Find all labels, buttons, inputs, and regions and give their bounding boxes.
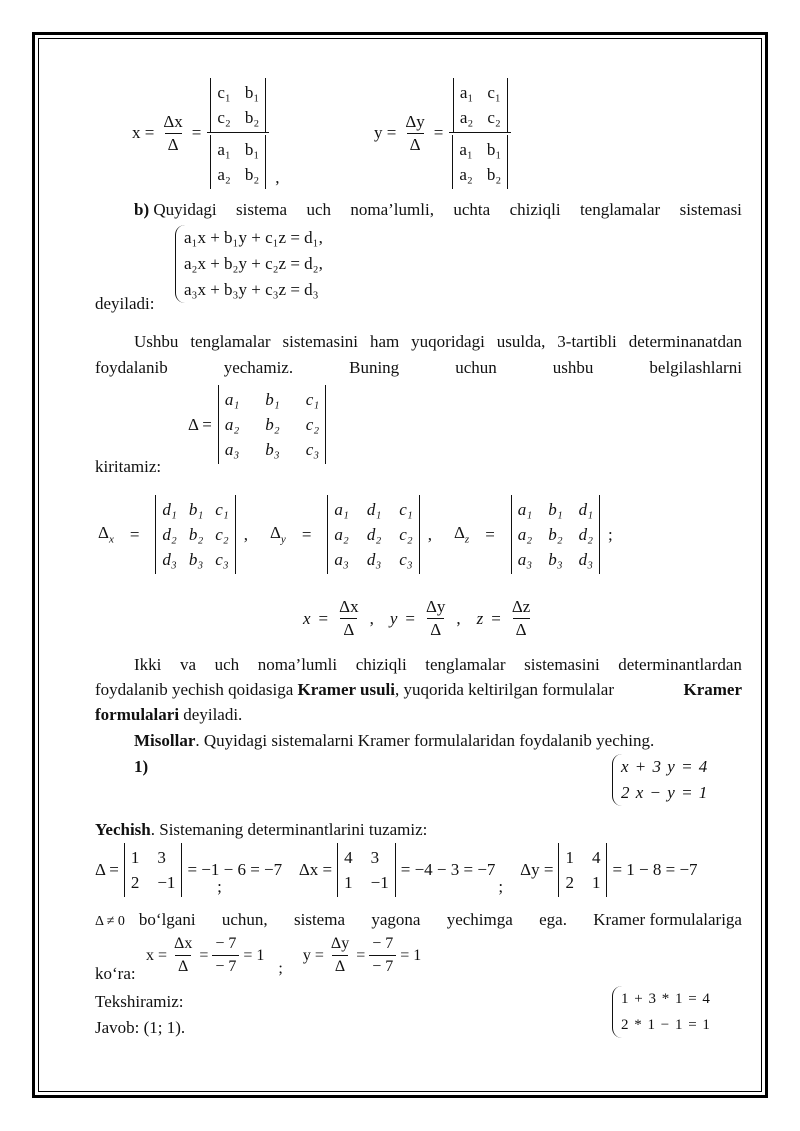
matrix-cell: b₁ [265,390,280,409]
determinant [337,843,396,897]
matrix-cell: d₁ [578,500,594,519]
matrix-cell: a₃ [517,550,533,569]
word: belgilashlarni [649,358,742,377]
word: chiziqli [355,655,407,674]
matrix-cell: c₂ [215,525,229,544]
system-equation: 2 * 1 − 1 = 1 [621,1017,711,1033]
word: noma’lumli [257,655,338,674]
word: Ikki [134,655,162,674]
example-1-number: 1) [134,757,149,776]
formula-y-2x2 [374,78,511,188]
system-equation: 2 x − y = 1 [621,783,709,802]
matrix-cell: b₂ [244,107,260,127]
matrix-cell: d₃ [162,550,177,569]
system-3x3 [175,225,323,303]
kiritamiz-text: kiritamiz: [95,457,162,476]
matrix-cell: 1 [344,873,353,892]
word: bo‘lgani [138,910,196,929]
equals: = [405,608,415,628]
answer-text: Javob: (1; 1). [95,1018,186,1037]
formula-y-lhs: y = [374,123,397,142]
matrix-cell: b₁ [486,139,502,159]
matrix-cell: c₂ [305,415,320,434]
matrix-cell: a₂ [334,525,349,544]
semicolon: ; [217,877,222,896]
delta-y-lhs: Δy = [520,860,554,879]
word: va [179,655,197,674]
denominator: Δ [513,618,530,641]
equals: = [356,946,366,964]
determinant [558,843,607,897]
deyiladi-text: deyiladi: [95,294,155,313]
solution-label: Yechish [95,820,151,839]
determinant [124,843,183,897]
determinant [511,495,600,574]
delta-rhs: = −1 − 6 = −7 [187,860,283,879]
formula-y-delta-frac [402,111,427,156]
system-equation: a₃x + b₃y + c₃z = d₃ [184,280,319,299]
numerator: Δz [511,597,531,616]
word: sistema [236,200,288,219]
semicolon: ; [278,960,283,977]
formula-x-denominator: Δ [165,133,182,156]
word: Buning [349,358,400,377]
matrix-cell: c₂ [399,525,413,544]
matrix-cell: 3 [157,848,166,867]
matrix-cell: b₁ [548,500,563,519]
matrix-cell: c₁ [487,82,501,102]
matrix-cell: a₂ [517,525,533,544]
word: Kramer formulalariga [593,910,742,929]
determinant [210,135,266,189]
matrix-cell: 1 [591,873,601,892]
system-equation: x + 3 y = 4 [621,757,709,776]
word: uch [214,655,240,674]
determinant [210,78,266,132]
matrix-cell: 1 [565,848,574,867]
item-label-b: b) [134,200,150,219]
comma: , [456,608,461,628]
matrix-cell: 4 [591,848,601,867]
word: tenglamalar [579,200,661,219]
check-system [612,986,711,1038]
matrix-cell: c₂ [217,107,231,127]
x-frac-values [212,933,239,978]
term-kramer: Kramer [683,680,742,699]
examples-heading [134,731,654,751]
word: sistemasi [679,200,742,219]
formula-x-2x2 [132,78,280,188]
word: noma’lumli, [350,200,434,219]
paragraph-b-line1 [134,200,742,220]
delta-x-lhs: Δx = [298,860,333,879]
formula-x-eq: = [191,123,202,142]
y-frac [328,933,352,978]
term-formulalari: formulalari [95,705,180,724]
formula-y-denominator: Δ [407,133,424,156]
examples-text: . Quyidagi sistemalarni Kramer formulalaridan foydalanib yeching. [195,731,655,750]
comma: , [275,168,280,187]
matrix-cell: d₁ [366,500,382,519]
matrix-cell: b₃ [548,550,563,569]
numerator: Δy [425,597,446,616]
paragraph-3-line2 [95,680,742,700]
matrix-cell: a₂ [459,107,474,127]
solution-heading [95,820,427,840]
matrix-cell: a₁ [334,500,349,519]
var-x: x [303,608,311,628]
matrix-cell: 2 [565,873,574,892]
text: foydalanib yechish qoidasiga [95,680,298,699]
word: tenglamalar [425,655,506,674]
y-result: = 1 [400,946,422,964]
matrix-cell: d₁ [162,500,177,519]
solution-text: . Sistemaning determinantlarini tuzamiz: [150,820,428,839]
determinant [218,385,326,464]
cramer-z-frac [509,596,533,641]
cramer-x-frac [336,596,361,641]
equals: = [129,524,140,544]
denominator: − 7 [369,955,396,978]
comma: , [427,524,432,544]
matrix-cell: d₃ [578,550,594,569]
var-z: z [476,608,484,628]
matrix-cell: d₂ [366,525,382,544]
matrix-cell: c₁ [217,82,231,102]
formula-x-lhs: x = [132,123,155,142]
delta-lhs: Δ = [95,860,119,879]
numerator: Δx [174,935,193,952]
word: yechimga [446,910,513,929]
matrix-cell: −1 [370,873,389,892]
solution-cramer-results [146,933,421,978]
word: chiziqli [509,200,561,219]
denominator: Δ [340,618,357,641]
matrix-cell: b₂ [265,415,280,434]
word: foydalanib [95,358,168,377]
formula-y-numerator: Δy [405,111,425,131]
delta-x-y-z-determinants [98,495,613,574]
numerator: Δx [339,597,359,616]
numerator: − 7 [372,935,394,952]
matrix-cell: b₁ [244,82,260,102]
word: sistema [294,910,345,929]
denominator: Δ [427,618,444,641]
determinant [327,495,419,574]
word: Quyidagi [153,200,217,219]
text: , yuqorida keltirilgan formulalar [394,680,615,699]
system-equation: 1 + 3 * 1 = 4 [621,991,711,1007]
word: ega. [539,910,567,929]
matrix-cell: −1 [157,873,176,892]
examples-label: Misollar [134,731,196,750]
word: ushbu [552,358,594,377]
comma: , [369,608,374,628]
matrix-cell: a₁ [459,82,474,102]
matrix-cell: a₃ [224,440,240,459]
matrix-cell: b₂ [548,525,563,544]
matrix-cell: d₂ [578,525,594,544]
delta-z-lhs: $\Delta_z$ [453,523,470,546]
determinant [155,495,235,574]
matrix-cell: b₁ [244,139,260,159]
cramer-y-frac [423,596,448,641]
word: determinantlardan [618,655,742,674]
determinant [452,135,508,189]
delta-y-rhs: = 1 − 8 = −7 [612,860,698,879]
matrix-cell: a₂ [224,415,240,434]
matrix-cell: 1 [130,848,140,867]
cramer-formulas [303,596,533,641]
matrix-cell: b₂ [486,164,502,184]
denominator: Δ [175,955,191,978]
numerator: − 7 [215,935,237,952]
equals: = [199,946,209,964]
matrix-cell: 4 [344,848,353,867]
x-result: = 1 [243,946,265,964]
matrix-cell: b₃ [265,440,280,459]
word: uchun [455,358,497,377]
matrix-cell: d₂ [162,525,177,544]
word: yechamiz. [223,358,294,377]
equals: = [318,608,329,628]
matrix-cell: c₂ [487,107,501,127]
comma: , [243,524,248,544]
var-y: y [389,608,398,628]
check-label: Tekshiramiz: [95,992,184,1011]
kora-text: ko‘ra: [95,964,136,983]
matrix-cell: a₁ [217,139,231,159]
system-equation: a₂x + b₂y + c₂z = d₂, [184,254,323,273]
formula-y-eq: = [433,123,444,142]
word: uch [306,200,331,219]
matrix-cell: d₃ [366,550,382,569]
word: uchta [453,200,491,219]
matrix-cell: c₁ [399,500,413,519]
matrix-cell: 2 [130,873,140,892]
paragraph-2-line1: Ushbu tenglamalar sistemasini ham yuqoridagi usulda, 3-tartibli determinanatdan [134,332,742,351]
delta-lhs: Δ = [188,414,212,434]
text: deyiladi. [179,705,243,724]
delta-y-lhs: $\Delta_y$ [269,523,286,546]
solution-line2 [95,910,742,932]
determinant [453,78,508,132]
matrix-cell: b₂ [244,164,260,184]
semicolon: ; [608,524,613,544]
delta-not-zero: Δ ≠ 0 [95,914,125,929]
y-lhs: y = [302,946,324,964]
matrix-cell: a₁ [459,139,473,159]
term-kramer-usuli: Kramer usuli [297,680,395,699]
paragraph-3-line3 [95,705,242,725]
delta-3x3-definition [188,385,326,464]
equals: = [491,608,501,628]
matrix-cell: a₂ [459,164,473,184]
matrix-cell: c₃ [305,440,320,459]
example-1-system [612,754,708,806]
word: yagona [371,910,421,929]
delta-x-lhs: $\Delta_x$ [98,523,114,546]
matrix-cell: a₁ [517,500,533,519]
system-equation: a₁x + b₁y + c₁z = d₁, [184,228,323,247]
x-frac [171,933,195,978]
formula-x-delta-frac [160,111,185,156]
matrix-cell: c₁ [305,390,320,409]
x-lhs: x = [146,946,168,964]
numerator: Δy [330,935,350,952]
matrix-cell: a₂ [217,164,231,184]
formula-x-numerator: Δx [163,111,183,131]
denominator: − 7 [212,955,239,978]
y-frac-values [369,933,396,978]
denominator: Δ [332,955,348,978]
matrix-cell: c₃ [399,550,413,569]
matrix-cell: b₃ [188,550,204,569]
word: uchun, [221,910,268,929]
semicolon: ; [498,877,504,896]
matrix-cell: 3 [370,848,380,867]
paragraph-2-line2 [95,358,742,378]
paragraph-3-line1 [134,655,742,675]
word: sistemasini [524,655,600,674]
equals: = [485,524,495,544]
formula-x-det-frac [207,78,269,189]
delta-x-rhs: = −4 − 3 = −7 [400,860,496,879]
solution-determinants [95,843,698,897]
matrix-cell: a₃ [334,550,349,569]
matrix-cell: b₂ [188,525,204,544]
equals: = [301,524,312,544]
matrix-cell: a₁ [224,390,240,409]
matrix-cell: c₃ [215,550,229,569]
formula-y-det-frac [449,78,511,189]
matrix-cell: c₁ [215,500,229,519]
matrix-cell: b₁ [188,500,204,519]
